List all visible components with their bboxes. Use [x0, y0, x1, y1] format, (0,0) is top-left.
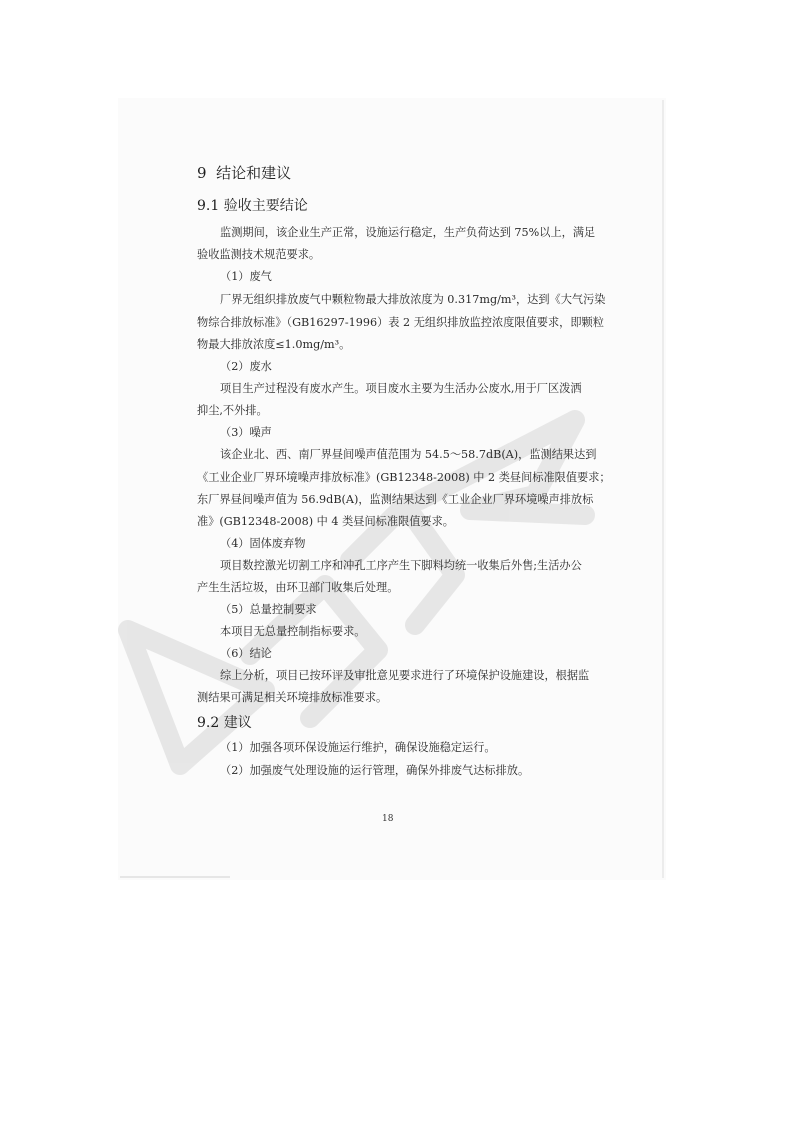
paragraph-line: 项目生产过程没有废水产生。项目废水主要为生活办公废水,用于厂区泼洒: [220, 382, 582, 395]
paragraph-line: 验收监测技术规范要求。: [197, 248, 321, 261]
subsection-heading-1: [197, 195, 308, 215]
section-heading: [197, 162, 291, 183]
item-heading-noise: （3）噪声: [220, 426, 272, 439]
suggestion-item: （2）加强废气处理设施的运行管理，确保外排废气达标排放。: [220, 764, 530, 777]
subsection-number: 9.2: [197, 715, 220, 731]
paragraph-line: 该企业北、西、南厂界昼间噪声值范围为 54.5～58.7dB(A)，监测结果达到: [220, 448, 597, 461]
paragraph-line: 监测期间，该企业生产正常，设施运行稳定，生产负荷达到 75%以上，满足: [220, 226, 596, 239]
section-title: 结论和建议: [216, 164, 292, 182]
subsection-title: 建议: [223, 715, 252, 731]
paragraph-line: 综上分析，项目已按环评及审批意见要求进行了环境保护设施建设，根据监: [220, 669, 590, 682]
item-heading-total-control: （5）总量控制要求: [220, 603, 317, 616]
subsection-number: 9.1: [197, 198, 220, 214]
paragraph-line: 物综合排放标准》（GB16297-1996）表 2 无组织排放监控浓度限值要求，即颗粒: [197, 316, 604, 329]
paragraph-line: 产生生活垃圾，由环卫部门收集后处理。: [197, 581, 399, 594]
paragraph-line: 本项目无总量控制指标要求。: [220, 625, 366, 638]
section-number: 9: [197, 164, 207, 182]
paragraph-line: 准》(GB12348-2008) 中 4 类昼间标准限值要求。: [197, 515, 454, 528]
paragraph-line: 测结果可满足相关环境排放标准要求。: [197, 691, 388, 704]
paragraph-line: 《工业企业厂界环境噪声排放标准》(GB12348-2008) 中 2 类昼间标准限值要求；: [197, 471, 611, 484]
subsection-title: 验收主要结论: [223, 198, 308, 214]
paragraph-line: 物最大排放浓度≤1.0mg/m³。: [197, 338, 351, 351]
page-number: 18: [382, 814, 394, 824]
item-heading-waste-gas: （1）废气: [220, 270, 272, 283]
item-heading-waste-water: （2）废水: [220, 360, 272, 373]
item-heading-conclusion: （6）结论: [220, 647, 272, 660]
suggestion-item: （1）加强各项环保设施运行维护，确保设施稳定运行。: [220, 741, 496, 754]
paragraph-line: 东厂界昼间噪声值为 56.9dB(A)，监测结果达到《工业企业厂界环境噪声排放标: [197, 493, 594, 506]
paragraph-line: 项目数控激光切割工序和冲孔工序产生下脚料均统一收集后外售;生活办公: [220, 559, 582, 572]
paragraph-line: 抑尘,不外排。: [197, 404, 268, 417]
paragraph-line: 厂界无组织排放废气中颗粒物最大排放浓度为 0.317mg/m³，达到《大气污染: [220, 293, 606, 306]
subsection-heading-2: [197, 712, 252, 732]
item-heading-solid-waste: （4）固体废弃物: [220, 537, 306, 550]
